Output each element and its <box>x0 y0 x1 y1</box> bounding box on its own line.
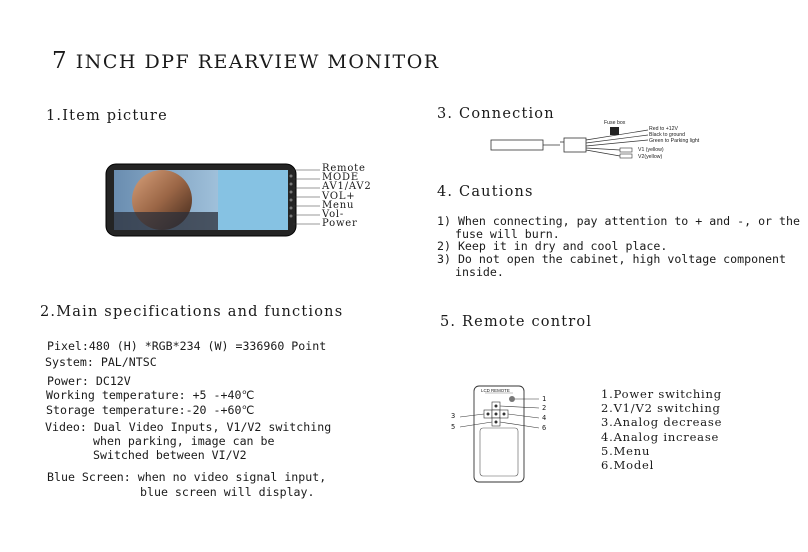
remote-dot-up <box>495 405 498 408</box>
remote-item-analog-increase: 4.Analog increase <box>601 429 720 444</box>
label-green: Green to Parking light <box>649 138 700 144</box>
label-av: AV1/AV2 <box>322 181 372 193</box>
label-black: Black to ground <box>649 132 686 138</box>
label-voldown: Vol- <box>322 209 345 221</box>
remote-function-list <box>601 387 722 472</box>
label-mode: MODE <box>322 172 359 184</box>
label-menu: Menu <box>322 199 355 211</box>
monitor-button-3 <box>290 191 293 194</box>
remote-dot-down <box>495 421 498 424</box>
fuse-box <box>610 127 619 135</box>
label-power: Power <box>322 218 358 230</box>
label-volup: VOL+ <box>322 190 356 202</box>
remote-diagram <box>445 384 555 484</box>
remote-callout-4: 4 <box>542 414 547 422</box>
remote-item-v1v2: 2.V1/V2 switching <box>601 401 721 416</box>
cable-plug <box>491 140 543 150</box>
remote-power-button <box>509 396 515 402</box>
rca-v2 <box>620 154 632 158</box>
caution-3-line2: inside. <box>455 265 504 279</box>
monitor-button-5 <box>290 207 293 210</box>
monitor-button-2 <box>290 183 293 186</box>
remote-callout-6: 6 <box>542 424 547 432</box>
remote-dot-left <box>487 413 490 416</box>
wire-v1 <box>586 148 620 150</box>
monitor-button-4 <box>290 199 293 202</box>
spec-working-temp: Working temperature: +5 -+40℃ <box>46 388 255 402</box>
specs-heading: 2.Main specifications and functions <box>40 304 344 320</box>
wire-green <box>586 140 648 146</box>
spec-pixel: Pixel:480 (H) *RGB*234 (W) =336960 Point <box>47 339 327 353</box>
remote-item-power: 1.Power switching <box>601 387 722 401</box>
remote-item-analog-decrease: 3.Analog decrease <box>601 415 723 430</box>
remote-callout-2: 2 <box>542 404 547 412</box>
spec-storage-temp: Storage temperature:-20 -+60℃ <box>46 403 255 417</box>
spec-video-line1: Video: Dual Video Inputs, V1/V2 switching <box>45 420 332 434</box>
wire-black <box>586 135 648 143</box>
monitor-illustration <box>100 160 320 240</box>
label-red: Red to +12V <box>649 126 678 132</box>
spec-blue-line2: blue screen will display. <box>140 485 315 499</box>
label-v2: V2(yellow) <box>638 154 663 160</box>
remote-dot-center <box>495 413 498 416</box>
caution-1-line1: 1) When connecting, pay attention to + and -, or the <box>437 214 800 228</box>
spec-blue-line1: Blue Screen: when no video signal input, <box>47 470 327 484</box>
wire-v2 <box>586 150 620 156</box>
remote-brand: LCD REMOTE <box>481 388 510 393</box>
spec-video-line3: Switched between VI/V2 <box>93 448 247 462</box>
spec-video-line2: when parking, image can be <box>93 434 275 448</box>
monitor-button-6 <box>290 215 293 218</box>
page-title <box>52 48 440 74</box>
caution-3-line1: 3) Do not open the cabinet, high voltage component <box>437 252 787 266</box>
remote-item-menu: 5.Menu <box>601 443 651 458</box>
remote-lower-panel <box>480 428 518 476</box>
monitor-face-shadow <box>114 212 218 230</box>
remote-callout-5: 5 <box>451 423 456 431</box>
spec-system: System: PAL/NTSC <box>45 355 157 369</box>
caution-2: 2) Keep it in dry and cool place. <box>437 239 668 253</box>
monitor-screen-right <box>218 170 288 230</box>
remote-callout-1: 1 <box>542 395 547 403</box>
cautions-heading: 4. Cautions <box>437 184 534 200</box>
cable-junction <box>564 138 586 152</box>
spec-power: Power: DC12V <box>47 374 131 388</box>
label-remote: Remote <box>322 163 366 174</box>
rca-v1 <box>620 148 632 152</box>
title-text: INCH DPF REARVIEW MONITOR <box>75 51 440 73</box>
connection-heading: 3. Connection <box>437 106 555 122</box>
caution-1-line2: fuse will burn. <box>455 227 560 241</box>
remote-item-model: 6.Model <box>601 458 655 473</box>
remote-callout-3: 3 <box>451 412 456 420</box>
title-number: 7 <box>52 48 69 74</box>
remote-dot-right <box>503 413 506 416</box>
item-picture-heading: 1.Item picture <box>46 108 168 124</box>
monitor-button-1 <box>290 175 293 178</box>
label-fuse-box: Fuse box <box>604 120 626 126</box>
remote-control-heading: 5. Remote control <box>440 314 593 330</box>
label-v1: V1 (yellow) <box>638 147 664 153</box>
monitor-button-labels <box>322 164 372 228</box>
